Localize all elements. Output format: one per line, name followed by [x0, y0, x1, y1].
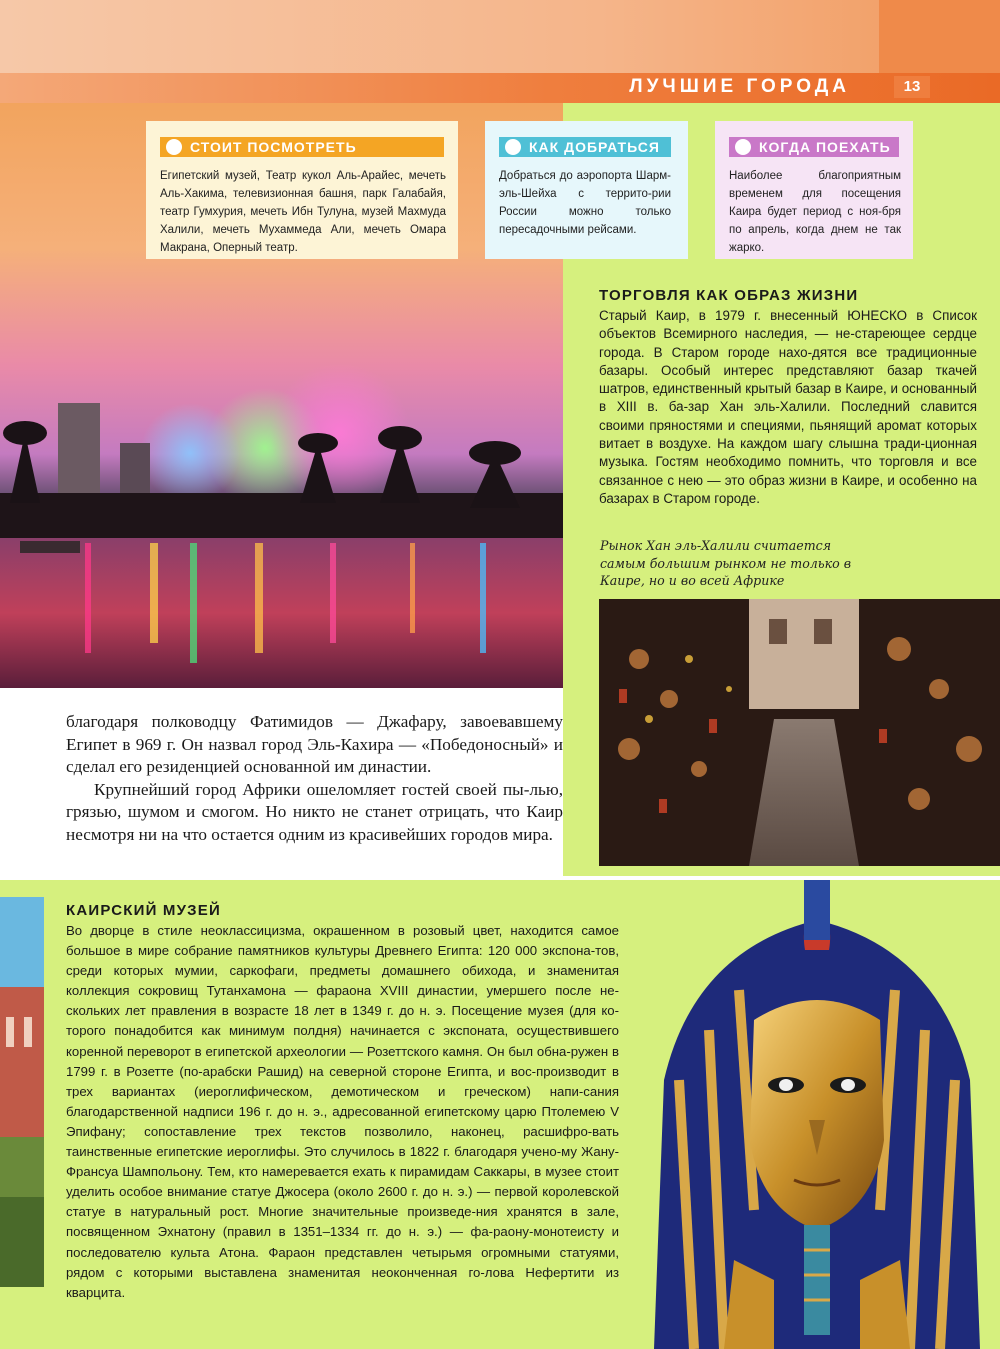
museum-building-photo [0, 897, 44, 1287]
getting-there-title: КАК ДОБРАТЬСЯ [529, 139, 660, 155]
bazaar-photo-caption: Рынок Хан эль-Халили считается самым большим рынком не только в Каире, но и во всей Африке [600, 538, 852, 588]
info-box-when-to-go [715, 121, 913, 259]
header-top-band [0, 0, 1000, 73]
getting-there-header [499, 137, 671, 157]
sights-text: Египетский музей, Театр кукол Аль-Арайес, мечеть Аль-Хакима, телевизионная башня, парк Галабайя, театр Гумхурия, мечеть Ибн Тулуна, музей Махмуда Халили, мечеть Мухаммеда Али, мечеть Омара Макрана, Оперный театр. [160, 170, 446, 254]
khan-el-khalili-bazaar-photo [599, 599, 1000, 866]
when-to-go-title: КОГДА ПОЕХАТЬ [759, 139, 891, 155]
eye-icon [166, 139, 182, 155]
trade-article-title: ТОРГОВЛЯ КАК ОБРАЗ ЖИЗНИ [599, 287, 859, 304]
page-number: 13 [894, 76, 930, 98]
when-to-go-header [729, 137, 899, 157]
bus-icon [505, 139, 521, 155]
tutankhamun-mask-photo [634, 880, 1000, 1349]
weather-icon [735, 139, 751, 155]
sights-title: СТОИТ ПОСМОТРЕТЬ [190, 139, 357, 155]
info-box-getting-there [485, 121, 688, 259]
header-corner-block [879, 0, 1000, 73]
museum-article-title: КАИРСКИЙ МУЗЕЙ [66, 902, 221, 919]
section-title-bar [0, 73, 1000, 103]
when-to-go-text: Наиболее благоприятным временем для посещения Каира будет период с ноя-бря по апрель, когда днем не так жарко. [729, 170, 901, 254]
sights-header [160, 137, 444, 157]
museum-article-text: Во дворце в стиле неоклассицизма, окрашенном в розовый цвет, находится самое большое в мире собрание памятников культуры Древнего Египта: 120 000 экспона-тов, среди которых мумии, саркофаги, предметы домашнего обихода, и знаменитая коллекция сокровищ Тутанхамона — фараона XVIII династии, умершего после не-скольких лет правления в возрасте 18 лет в 1349 г. до н. э. Посещение музея (для ко-торого понадобится как минимум полдня) начинается с экспоната, осуществившего коренной переворот в египетской археологии — Розеттского камня. Он был обна-ружен в 1799 г. в Розетте (по-арабски Рашид) на северной стороне Египта, и вос-производит в трех вариантах (иероглифическом, демотическом и греческом) напи-сания благодарственной надписи 196 г. до н. э., адресованной египетскому царю Птолемею V Эпифану; сопоставление трех текстов позволило, наконец, расшифро-вать таинственные египетские иероглифы. Это случилось в 1822 г. благодаря учено-му Жану-Франсуа Шампольону. Тем, кто намеревается ехать к пирамидам Саккары, в музее стоит уделить особое внимание статуе Джосера (около 2600 г. до н. э.) — первой королевской статуе в натуральный рост. Многие значительные произведе-ния хранятся в зале, посвященном Эхнатону (правил в 1351–1334 гг. до н. э.) — фа-раону-монотеисту и последователю культа Атона. Фараон представлен четырьмя огромными статуями, рядом с которыми выставлена знаменитая неоконченная го-лова Нефертити из кварцита. [66, 923, 619, 1300]
main-article-text [66, 711, 563, 846]
main-paragraph-2: Крупнейший город Африки ошеломляет гостей своей пы-лью, грязью, шумом и смогом. Но никто не станет отрицать, что Каир несмотря ни на что остается одним из красивейших городов мира. [66, 779, 563, 844]
trade-article-text: Старый Каир, в 1979 г. внесенный ЮНЕСКО в Список объектов Всемирного наследия, — не-стареющее сердце города. В Старом городе нахо-дятся все традиционные базары. Особый интерес представляют базар ткачей шатров, единственный крытый базар в Каире, и основанный в XIII в. ба-зар Хан эль-Халили. Последний славится своими пряностями и специями, пьянящий аромат которых витает в воздухе. На каждом шагу слышна тради-ционная музыка. Гостям необходимо помнить, что торговля и все связанное с нею — это образ жизни в Каире, и особенно на базарах в Старом городе. [599, 308, 977, 506]
info-box-sights [146, 121, 458, 259]
getting-there-text: Добраться до аэропорта Шарм-эль-Шейха с террито-рии России можно только пересадочными рейсами. [499, 170, 671, 236]
section-title: ЛУЧШИЕ ГОРОДА [629, 76, 850, 97]
main-paragraph-1: благодаря полководцу Фатимидов — Джафару, завоевавшему Египет в 969 г. Он назвал город Эль-Кахира — «Победоносный» и сделал его резиденцией основанной им династии. [66, 712, 563, 776]
